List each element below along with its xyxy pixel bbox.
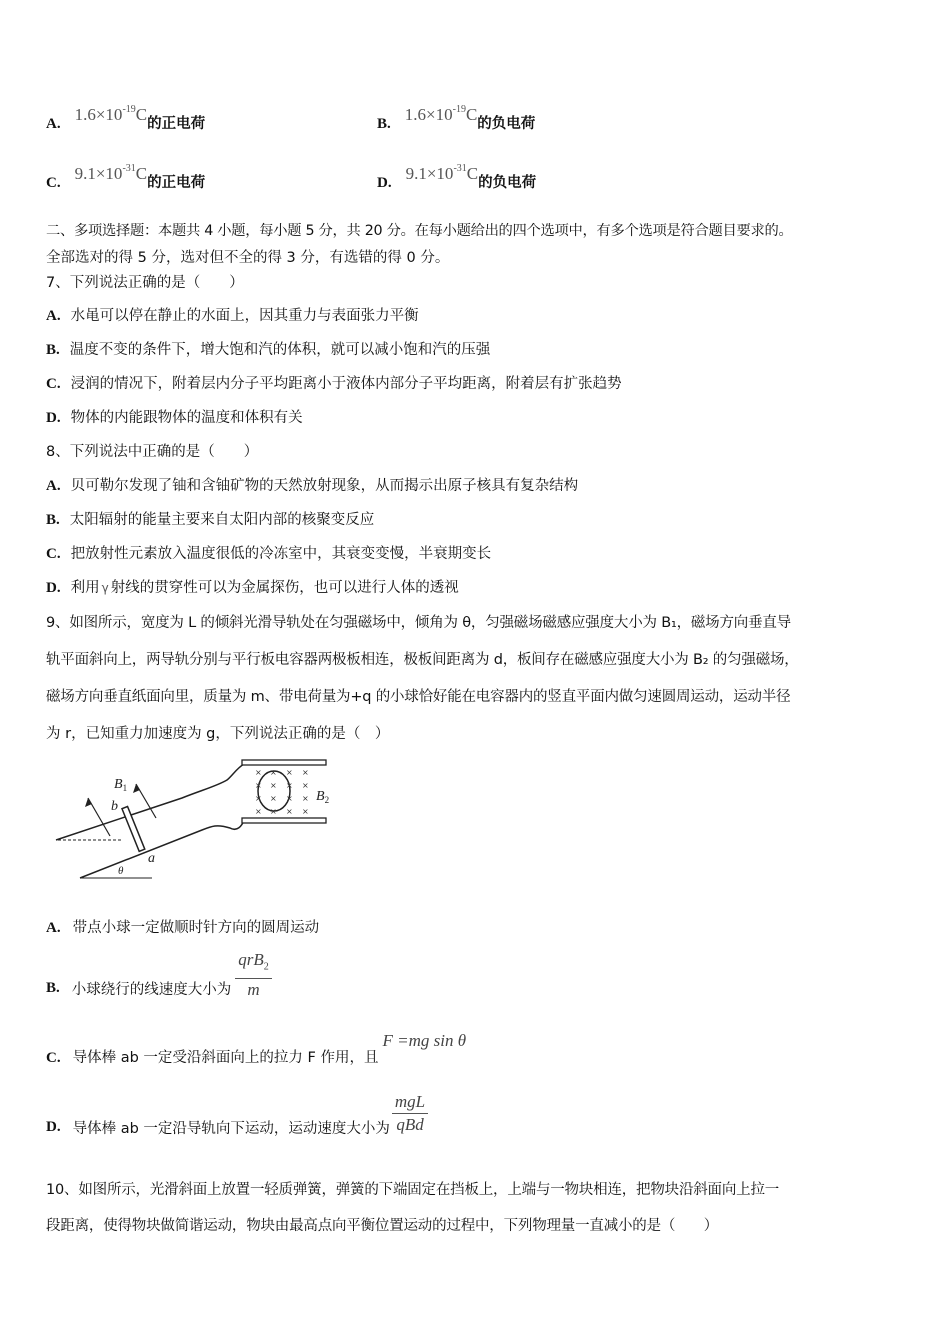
svg-text:×: ×	[270, 807, 277, 816]
q8-option-a	[46, 474, 578, 495]
formula-exponent: -19	[452, 104, 466, 115]
arrow-head-icon	[85, 798, 92, 807]
svg-text:×: ×	[270, 768, 277, 777]
option-text: 物体的内能跟物体的温度和体积有关	[70, 410, 303, 426]
velocity-fraction	[235, 950, 272, 1001]
formula-unit: C	[465, 105, 478, 124]
q8-stem: 8、下列说法中正确的是（ ）	[46, 444, 259, 460]
q9-stem-line2: 轨平面斜向上，两导轨分别与平行板电容器两极板相连，极板间距离为 d，板间存在磁感应强度大小为 B₂ 的匀强磁场，	[46, 652, 799, 668]
option-letter: C.	[46, 1050, 61, 1066]
charge-formula	[75, 163, 148, 184]
diagram-svg	[52, 758, 342, 883]
option-letter: D.	[46, 1118, 61, 1135]
option-text: 导体棒 ab 一定沿导轨向下运动，运动速度大小为	[72, 1120, 390, 1137]
option-letter: C.	[46, 546, 61, 562]
option-letter: B.	[46, 342, 60, 358]
label-a: a	[148, 851, 155, 866]
svg-text:×: ×	[255, 781, 262, 790]
svg-text:×: ×	[255, 807, 262, 816]
option-text: 浸润的情况下，附着层内分子平均距离小于液体内部分子平均距离，附着层有扩张趋势	[70, 376, 622, 392]
q8-option-b	[46, 508, 374, 529]
q7-option-b	[46, 338, 490, 359]
option-text: 温度不变的条件下，增大饱和汽的体积，就可以减小饱和汽的压强	[69, 342, 491, 358]
q6-option-a	[46, 104, 206, 132]
q7-option-d	[46, 406, 303, 427]
option-letter: D.	[46, 410, 61, 426]
svg-text:×: ×	[302, 768, 309, 777]
option-text: 带点小球一定做顺时针方向的圆周运动	[72, 920, 320, 936]
fraction-denominator: qBd	[396, 1115, 424, 1134]
option-text: 利用	[70, 580, 100, 596]
formula-base: 1.6×10	[74, 105, 123, 124]
option-letter: C.	[46, 175, 61, 191]
svg-text:×: ×	[286, 781, 293, 790]
label-b: b	[111, 799, 118, 814]
q6-option-b	[377, 104, 536, 132]
q9-stem-line3: 磁场方向垂直纸面向里，质量为 m、带电荷量为+q 的小球恰好能在电容器内的竖直平面内做匀速圆周运动，运动半径	[46, 689, 791, 705]
option-text: 的正电荷	[147, 116, 206, 132]
charge-formula	[75, 104, 148, 125]
svg-text:×: ×	[270, 794, 277, 803]
svg-text:×: ×	[255, 768, 262, 777]
q7-option-c	[46, 372, 622, 393]
option-text: 的负电荷	[478, 175, 537, 191]
svg-text:×: ×	[302, 807, 309, 816]
formula-base: 9.1×10	[74, 164, 123, 183]
formula-base: 1.6×10	[404, 105, 453, 124]
charge-formula	[406, 163, 479, 184]
fraction-numerator: mgL	[392, 1092, 428, 1114]
section-header-line1: 二、多项选择题：本题共 4 小题，每小题 5 分，共 20 分。在每小题给出的四个选项中，有多个选项是符合题目要求的。	[46, 223, 793, 239]
formula-exponent: -31	[453, 163, 467, 174]
q7-stem: 7、下列说法正确的是（ ）	[46, 275, 244, 291]
q9-option-a	[46, 916, 319, 937]
q9-stem-line1: 9、如图所示，宽度为 L 的倾斜光滑导轨处在匀强磁场中，倾角为 θ，匀强磁场磁感应强度大小为 B₁，磁场方向垂直导	[46, 615, 791, 631]
gamma-symbol: γ	[101, 581, 109, 595]
svg-text:×: ×	[302, 781, 309, 790]
rail-capacitor-diagram	[52, 758, 342, 883]
formula-unit: C	[466, 164, 479, 183]
q8-option-c	[46, 542, 491, 563]
option-text: 贝可勒尔发现了铀和含铀矿物的天然放射现象，从而揭示出原子核具有复杂结构	[70, 478, 579, 494]
option-text: 的负电荷	[477, 116, 536, 132]
q6-option-d	[377, 163, 537, 191]
q10-stem-line1: 10、如图所示，光滑斜面上放置一轻质弹簧，弹簧的下端固定在挡板上，上端与一物块相连，把物块沿斜面向上拉一	[46, 1182, 780, 1198]
formula-base: 9.1×10	[405, 164, 454, 183]
q9-option-c	[46, 1030, 467, 1066]
q9-stem-line4: 为 r，已知重力加速度为 g，下列说法正确的是（ ）	[46, 726, 390, 742]
option-text: 的正电荷	[147, 175, 206, 191]
q6-option-c	[46, 163, 206, 191]
option-letter: A.	[46, 116, 61, 132]
fraction-numerator	[235, 950, 272, 979]
option-letter: A.	[46, 478, 61, 494]
option-letter: B.	[46, 980, 60, 997]
formula-unit: C	[135, 105, 148, 124]
svg-text:×: ×	[302, 794, 309, 803]
option-text: 导体棒 ab 一定受沿斜面向上的拉力 F 作用，且	[72, 1050, 379, 1066]
option-text: 射线的贯穿性可以为金属探伤，也可以进行人体的透视	[110, 580, 459, 596]
option-letter: A.	[46, 308, 61, 324]
option-text: 把放射性元素放入温度很低的冷冻室中，其衰变变慢，半衰期变长	[70, 546, 492, 562]
fraction-denominator: m	[247, 980, 260, 1000]
label-theta: θ	[118, 865, 124, 877]
option-letter: B.	[377, 116, 391, 132]
formula-exponent: -19	[122, 104, 136, 115]
formula-exponent: -31	[122, 163, 136, 174]
q7-option-a	[46, 304, 419, 325]
section-header-line2: 全部选对的得 5 分，选对但不全的得 3 分，有选错的得 0 分。	[46, 250, 450, 266]
numerator-subscript: 2	[263, 961, 269, 973]
option-letter: D.	[377, 175, 392, 191]
charge-formula	[405, 104, 478, 125]
label-b1: $B_1$	[114, 777, 128, 793]
option-letter: C.	[46, 376, 61, 392]
option-text: 水黾可以停在静止的水面上，因其重力与表面张力平衡	[70, 308, 419, 324]
svg-text:×: ×	[286, 768, 293, 777]
q10-stem-line2: 段距离，使得物块做简谐运动，物块由最高点向平衡位置运动的过程中，下列物理量一直减小的是（ ）	[46, 1218, 719, 1234]
speed-fraction	[392, 1092, 428, 1136]
arrow-head-icon	[133, 784, 140, 793]
q9-option-d	[46, 1092, 428, 1136]
svg-text:×: ×	[255, 794, 262, 803]
option-text: 小球绕行的线速度大小为	[71, 982, 232, 999]
numerator-text: qrB	[238, 950, 264, 969]
option-text: 太阳辐射的能量主要来自太阳内部的核聚变反应	[69, 512, 375, 528]
option-letter: B.	[46, 512, 60, 528]
option-letter: D.	[46, 580, 61, 596]
svg-text:×: ×	[270, 781, 277, 790]
formula-unit: C	[135, 164, 148, 183]
option-letter: A.	[46, 920, 61, 936]
svg-text:×: ×	[286, 794, 293, 803]
force-formula: F =mg sin θ	[382, 1031, 467, 1050]
q9-option-b	[46, 950, 272, 1001]
svg-text:×: ×	[286, 807, 293, 816]
q8-option-d	[46, 576, 459, 597]
label-b2: $B_2$	[316, 789, 330, 805]
